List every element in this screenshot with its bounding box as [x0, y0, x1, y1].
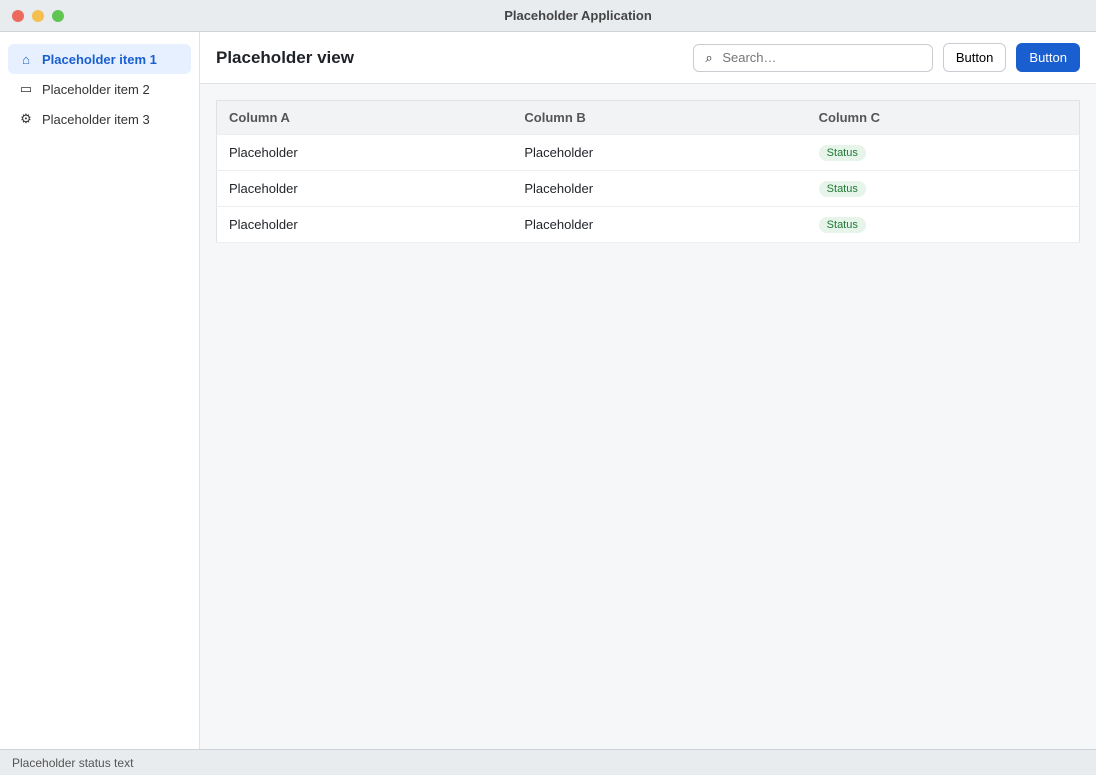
toolbar: [200, 32, 1096, 84]
sidebar-item-label: Placeholder item 1: [42, 51, 157, 67]
search-box[interactable]: [693, 44, 933, 72]
table-cell: Placeholder: [217, 135, 513, 171]
status-badge: Status: [819, 145, 866, 161]
title-bar: [0, 0, 1096, 32]
table-row[interactable]: [217, 171, 1080, 207]
table-cell: Placeholder: [512, 135, 806, 171]
sidebar: [0, 32, 200, 749]
sidebar-item-3[interactable]: [8, 104, 191, 134]
maximize-window-button[interactable]: [52, 10, 64, 22]
content-area: [200, 84, 1096, 749]
window-title: Placeholder Application: [504, 8, 652, 23]
close-window-button[interactable]: [12, 10, 24, 22]
data-table: [216, 100, 1080, 243]
table-row[interactable]: [217, 207, 1080, 243]
status-text: Placeholder status text: [12, 755, 134, 770]
table-row[interactable]: [217, 135, 1080, 171]
table-cell: [807, 171, 1080, 207]
table-header-row: [217, 101, 1080, 135]
sidebar-item-1[interactable]: [8, 44, 191, 74]
status-badge: Status: [819, 181, 866, 197]
column-header[interactable]: Column C: [807, 101, 1080, 135]
main-panel: [200, 32, 1096, 749]
status-bar: [0, 749, 1096, 775]
gear-icon: ⚙: [20, 111, 32, 126]
table-cell: Placeholder: [512, 207, 806, 243]
minimize-window-button[interactable]: [32, 10, 44, 22]
home-icon: ⌂: [22, 51, 30, 67]
column-header[interactable]: Column A: [217, 101, 513, 135]
table-cell: Placeholder: [217, 171, 513, 207]
page-title: Placeholder view: [216, 47, 354, 67]
search-input[interactable]: [722, 50, 923, 65]
sidebar-item-label: Placeholder item 2: [42, 81, 150, 97]
app-body: [0, 32, 1096, 749]
column-header[interactable]: Column B: [512, 101, 806, 135]
status-badge: Status: [819, 217, 866, 233]
sidebar-item-2[interactable]: [8, 74, 191, 104]
primary-button[interactable]: Button: [1016, 43, 1080, 72]
folder-icon: ▭: [19, 81, 33, 96]
table-cell: Placeholder: [217, 207, 513, 243]
search-icon: ⌕: [705, 49, 713, 65]
table-cell: Placeholder: [512, 171, 806, 207]
table-cell: [807, 135, 1080, 171]
table-cell: [807, 207, 1080, 243]
sidebar-item-label: Placeholder item 3: [42, 111, 150, 127]
secondary-button[interactable]: Button: [943, 43, 1007, 72]
